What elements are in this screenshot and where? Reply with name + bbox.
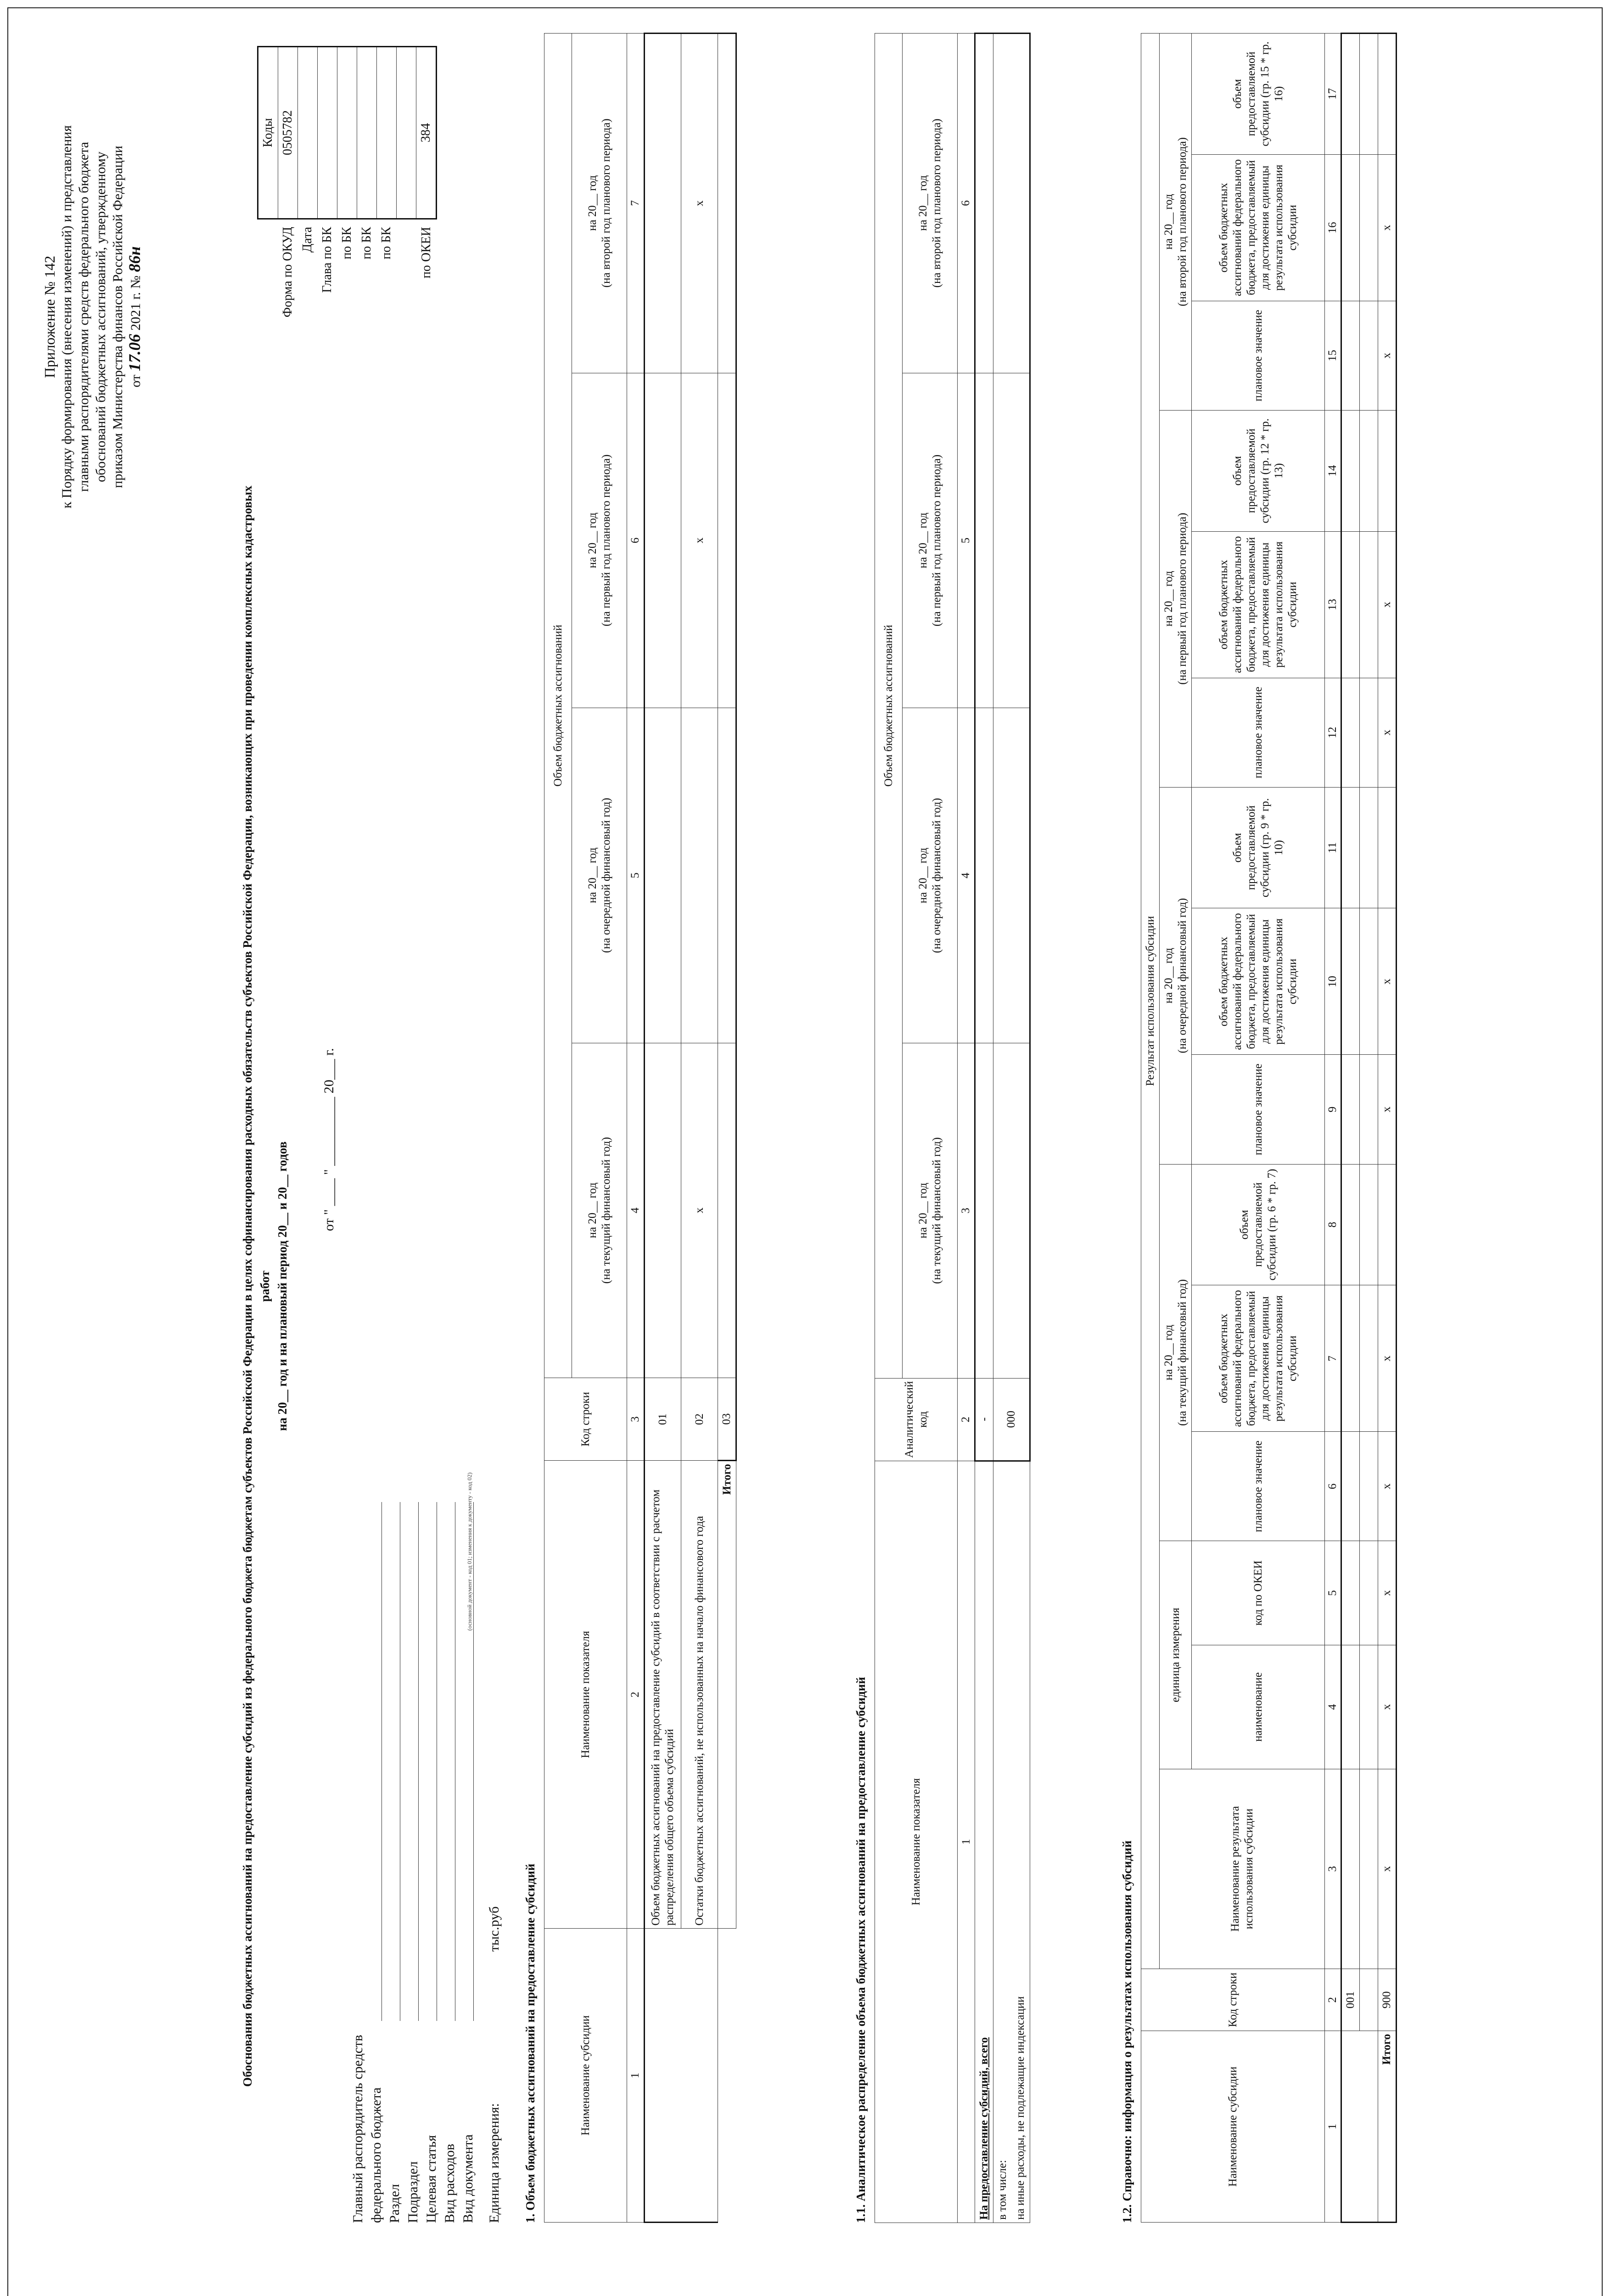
header-cell: объем бюджетных ассигнований федерального бюджета, предоставляемый для достижения единицы результата использования субсидии xyxy=(1192,531,1325,678)
okei-code: 384 xyxy=(416,47,437,219)
section-title: 1.2. Справочно: информация о результатах использования субсидий xyxy=(1120,1840,1134,2223)
document-type-note: (основной документ - код 01; изменения к документу - код 02) xyxy=(466,1472,473,1631)
header-cell: плановое значение xyxy=(1192,1432,1325,1541)
header-cell: на 20__ год (на второй год планового периода) xyxy=(1160,34,1192,411)
header-cell: Наименование субсидии xyxy=(1141,2031,1325,2223)
form-title xyxy=(239,483,291,2090)
header-cell: на 20__ год (на текущий финансовый год) xyxy=(903,1043,958,1378)
header-cell: объем предоставляемой субсидии (гр. 6 * гр. 7) xyxy=(1192,1164,1325,1285)
table-row: На предоставление субсидий, всего - xyxy=(975,34,993,2223)
table-row: Объем бюджетных ассигнований на предоставление субсидий в соответствии с расчетом распределения общего объема субсидий 01 xyxy=(645,34,681,2223)
appendix-block xyxy=(41,41,144,592)
header-cell: Код строки xyxy=(544,1378,627,1461)
title-line-1: Обоснования бюджетных ассигнований на предоставление субсидий из федерального бюджета бюджетам субъектов Российской Федерации в целях софинансирования расходных обязательств субъектов Российской Федерации, возникающих при проведении комплексных кадастровых работ xyxy=(241,485,272,2087)
header-cell: Объем бюджетных ассигнований xyxy=(875,34,903,1379)
analytic-table xyxy=(875,33,1031,2223)
header-cell: объем бюджетных ассигнований федерального бюджета, предоставляемый для достижения единицы результата использования субсидии xyxy=(1192,908,1325,1055)
header-cell: на 20__ год (на текущий финансовый год) xyxy=(1160,1164,1192,1541)
fill-line xyxy=(381,1502,382,2021)
table-row xyxy=(1360,34,1378,2223)
header-cell: на 20__ год (на первый год планового периода) xyxy=(572,373,627,708)
header-cell: Наименование результата использования субсидии xyxy=(1160,1769,1325,1969)
header-cell: Результат использования субсидии xyxy=(1141,34,1160,1969)
column-number-row: 1 2 3 4 5 6 7 xyxy=(627,34,645,2223)
appendix-date: от 17.06 2021 г. № 86н xyxy=(125,246,144,388)
header-cell: плановое значение xyxy=(1192,678,1325,787)
header-field: Вид документа xyxy=(459,1502,477,2223)
section-1-1 xyxy=(854,33,1031,2223)
header-cell: объем предоставляемой субсидии (гр. 12 * гр. 13) xyxy=(1192,410,1325,531)
column-number-row: 1 2 3 4 5 6 7 8 9 10 11 12 13 14 15 16 17 xyxy=(1325,34,1341,2223)
appendix-line: приказом Министерства финансов Российской Федерации xyxy=(110,146,125,488)
codes-title: Коды xyxy=(258,47,278,219)
header-field: Вид расходов xyxy=(441,1502,459,2223)
header-cell: на 20__ год (на очередной финансовый год) xyxy=(572,708,627,1043)
header-cell: Наименование показателя xyxy=(544,1461,627,1929)
header-cell: плановое значение xyxy=(1192,1055,1325,1164)
header-cell: объем предоставляемой субсидии (гр. 15 * гр. 16) xyxy=(1192,34,1325,155)
header-field: Раздел xyxy=(386,1502,404,2223)
total-row: Итого 03 xyxy=(718,34,736,2223)
appendix-line: к Порядку формирования (внесения изменений) и представления xyxy=(59,125,74,509)
appendix-line: обоснований бюджетных ассигнований, утвержденному xyxy=(93,152,108,482)
table-row: 001 xyxy=(1341,34,1360,2223)
unit-of-measure: Единица измерения:тыс.руб xyxy=(487,1906,502,2223)
header-cell: Объем бюджетных ассигнований xyxy=(544,34,572,1378)
section-1-2 xyxy=(1120,33,1397,2223)
header-cell: на 20__ год (на очередной финансовый год) xyxy=(1160,787,1192,1164)
codes-box: Коды Форма по ОКУД 0505782 Дата Глава по БК по БК по БК по БК по ОКЕИ 384 xyxy=(257,46,437,318)
appendix-line: главными распорядителями средств федерального бюджета xyxy=(76,141,91,492)
fill-line xyxy=(418,1502,419,2021)
header-cell: код по ОКЕИ xyxy=(1192,1541,1325,1645)
handwritten-number: 86н xyxy=(125,246,144,272)
header-cell: Аналитический код xyxy=(875,1378,958,1461)
header-cell: плановое значение xyxy=(1192,301,1325,410)
header-cell: Наименование показателя xyxy=(875,1461,958,2223)
appendix-number: Приложение № 142 xyxy=(41,255,58,378)
document-date: от " ____ " __________ 20___ г. xyxy=(321,1048,337,1231)
fill-line xyxy=(454,1502,455,2021)
section-title: 1.1. Аналитическое распределение объема бюджетных ассигнований на предоставление субсидий xyxy=(854,1677,868,2223)
header-fields xyxy=(350,1502,477,2223)
fill-line xyxy=(473,1502,474,2021)
table-row: на иные расходы, не подлежащие индексации xyxy=(1012,34,1030,2223)
fill-line xyxy=(399,1502,400,2021)
header-cell: на 20__ год (на первый год планового периода) xyxy=(1160,410,1192,787)
header-cell: на 20__ год (на первый год планового периода) xyxy=(903,373,958,708)
fill-line xyxy=(436,1502,437,2021)
header-cell: объем бюджетных ассигнований федерального бюджета, предоставляемый для достижения единицы результата использования субсидии xyxy=(1192,1285,1325,1432)
table-row: Остатки бюджетных ассигнований, не использованных на начало финансового года 02 x x x xyxy=(681,34,718,2223)
title-line-2: на 20__ год и на плановый период 20__ и 20__ годов xyxy=(275,1141,289,1431)
header-cell: на 20__ год (на очередной финансовый год) xyxy=(903,708,958,1043)
header-cell: единица измерения xyxy=(1160,1541,1192,1769)
header-field: Главный распорядитель средств федерального бюджета xyxy=(367,1502,386,2223)
section-1 xyxy=(523,33,737,2223)
header-cell: Наименование субсидии xyxy=(544,1929,627,2223)
header-cell: объем бюджетных ассигнований федерального бюджета, предоставляемый для достижения единицы результата использования субсидии xyxy=(1192,154,1325,301)
header-field: Целевая статья xyxy=(422,1502,441,2223)
header-cell: Код строки xyxy=(1141,1969,1325,2031)
header-cell: объем предоставляемой субсидии (гр. 9 * гр. 10) xyxy=(1192,787,1325,908)
header-cell: на 20__ год (на текущий финансовый год) xyxy=(572,1043,627,1378)
header-cell: наименование xyxy=(1192,1645,1325,1769)
header-cell: на 20__ год (на второй год планового периода) xyxy=(572,34,627,373)
section-title: 1. Объем бюджетных ассигнований на предоставление субсидий xyxy=(523,1863,537,2223)
handwritten-date: 17.06 xyxy=(125,334,144,371)
column-number-row: 1 2 3 4 5 6 xyxy=(958,34,975,2223)
results-table xyxy=(1141,33,1397,2223)
table-row: в том числе: 000 xyxy=(993,34,1012,2223)
header-field: Подраздел xyxy=(404,1502,422,2223)
header-cell: на 20__ год (на второй год планового периода) xyxy=(903,34,958,373)
total-row: Итого 900 x x x x x x x x x x x xyxy=(1378,34,1397,2223)
budget-table xyxy=(544,33,737,2223)
okud-code: 0505782 xyxy=(278,47,298,219)
